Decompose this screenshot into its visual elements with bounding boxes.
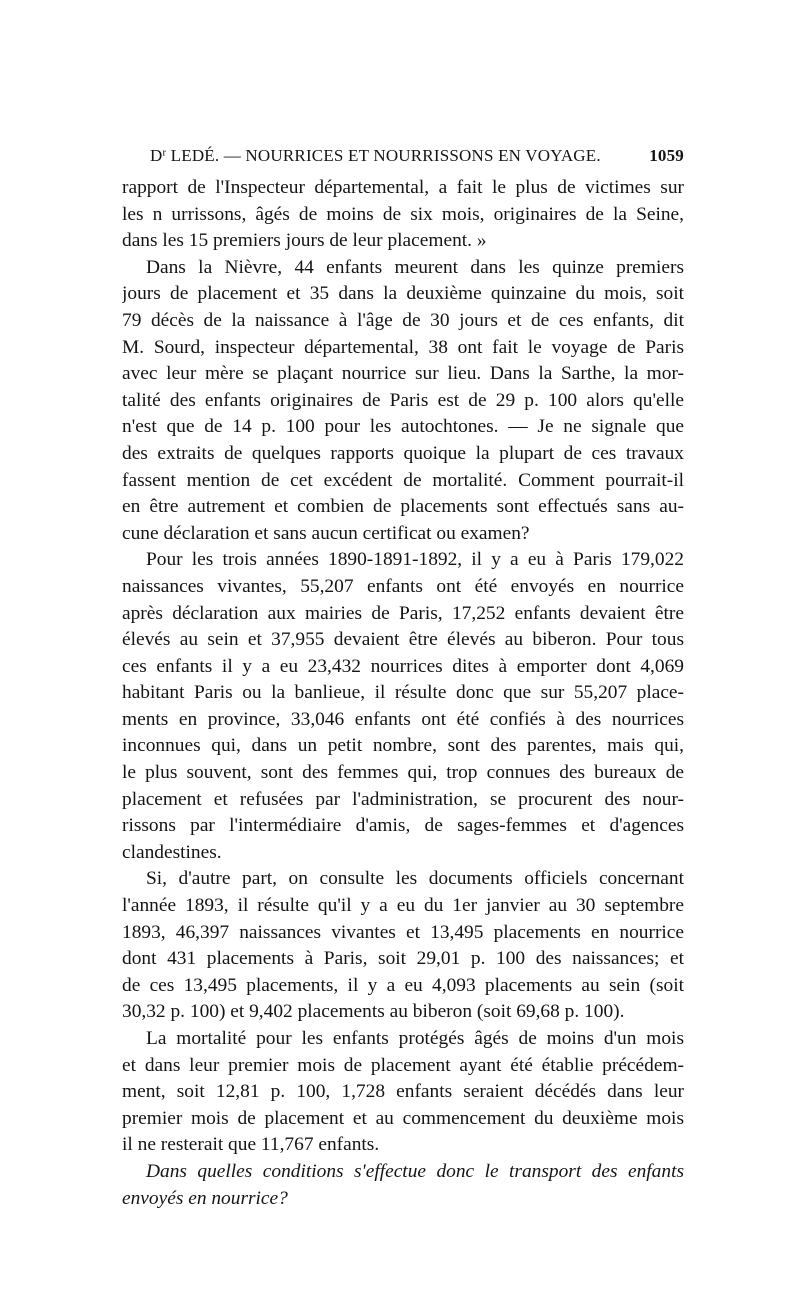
- text-line: les n urrissons, âgés de moins de six mois, originaires de la Seine,: [122, 203, 684, 225]
- text-line: cune déclaration et sans aucun certificat ou examen?: [122, 522, 530, 544]
- text-line: jours de placement et 35 dans la deuxième quinzaine du mois, soit: [122, 283, 684, 305]
- text-line: le plus souvent, sont des femmes qui, trop connues des bureaux de: [122, 762, 684, 784]
- text-line: Dans la Nièvre, 44 enfants meurent dans les quinze premiers: [146, 256, 684, 278]
- text-line: 79 décès de la naissance à l'âge de 30 jours et de ces enfants, dit: [122, 309, 684, 331]
- text-line: dont 431 placements à Paris, soit 29,01 p. 100 des naissances; et: [122, 948, 684, 970]
- text-line-italic: Dans quelles conditions s'effectue donc le transport des enfants: [146, 1160, 684, 1182]
- text-line: l'année 1893, il résulte qu'il y a eu du 1er janvier au 30 septembre: [122, 895, 684, 917]
- text-line: et dans leur premier mois de placement ayant été établie précédem-: [122, 1054, 684, 1076]
- text-line: M. Sourd, inspecteur départemental, 38 ont fait le voyage de Paris: [122, 336, 684, 358]
- text-line-italic: envoyés en nourrice?: [122, 1187, 288, 1209]
- text-line: premier mois de placement et au commencement du deuxième mois: [122, 1107, 684, 1129]
- text-line: talité des enfants originaires de Paris est de 29 p. 100 alors qu'elle: [122, 389, 684, 411]
- text-line: en être autrement et combien de placements sont effectués sans au-: [122, 496, 684, 518]
- text-line: ces enfants il y a eu 23,432 nourrices dites à emporter dont 4,069: [122, 655, 684, 677]
- text-line: avec leur mère se plaçant nourrice sur lieu. Dans la Sarthe, la mor-: [122, 363, 684, 385]
- text-line: élevés au sein et 37,955 devaient être élevés au biberon. Pour tous: [122, 629, 684, 651]
- body-text: [122, 175, 684, 1212]
- text-line: n'est que de 14 p. 100 pour les autochtones. — Je ne signale que: [122, 416, 684, 438]
- text-line: après déclaration aux mairies de Paris, 17,252 enfants devaient être: [122, 602, 684, 624]
- text-line: ment, soit 12,81 p. 100, 1,728 enfants seraient décédés dans leur: [122, 1081, 684, 1103]
- running-head-title: [150, 146, 601, 166]
- text-line: des extraits de quelques rapports quoique la plupart de ces travaux: [122, 442, 684, 464]
- text-line: rapport de l'Inspecteur départemental, a fait le plus de victimes sur: [122, 177, 684, 198]
- text-line: ments en province, 33,046 enfants ont été confiés à des nourrices: [122, 708, 684, 730]
- page-number: 1059: [649, 146, 684, 165]
- text-line: clandestines.: [122, 841, 222, 863]
- text-line: de ces 13,495 placements, il y a eu 4,093 placements au sein (soit: [122, 974, 684, 996]
- text-line: 30,32 p. 100) et 9,402 placements au biberon (soit 69,68 p. 100).: [122, 1001, 625, 1023]
- text-line: habitant Paris ou la banlieue, il résulte donc que sur 55,207 place-: [122, 682, 684, 704]
- author-superscript: r: [162, 147, 167, 159]
- text-line: inconnues qui, dans un petit nombre, sont des parentes, mais qui,: [122, 735, 684, 757]
- text-line: naissances vivantes, 55,207 enfants ont été envoyés en nourrice: [122, 575, 684, 597]
- running-head: [150, 146, 684, 170]
- text-line: il ne resterait que 11,767 enfants.: [122, 1134, 380, 1156]
- text-line: rissons par l'intermédiaire d'amis, de sages-femmes et d'agences: [122, 815, 684, 837]
- author-prefix: D: [150, 146, 163, 165]
- text-line: Pour les trois années 1890-1891-1892, il y a eu à Paris 179,022: [146, 549, 684, 571]
- text-line: La mortalité pour les enfants protégés âgés de moins d'un mois: [146, 1028, 684, 1049]
- text-line: fassent mention de cet excédent de mortalité. Comment pourrait-il: [122, 469, 684, 491]
- text-line: 1893, 46,397 naissances vivantes et 13,495 placements en nourrice: [122, 921, 684, 943]
- text-line: placement et refusées par l'administration, se procurent des nour-: [122, 788, 684, 810]
- running-head-text: LEDÉ. — NOURRICES ET NOURRISSONS EN VOYAGE.: [166, 146, 601, 165]
- text-line: Si, d'autre part, on consulte les documents officiels concernant: [146, 868, 684, 890]
- text-line: dans les 15 premiers jours de leur placement. »: [122, 230, 487, 252]
